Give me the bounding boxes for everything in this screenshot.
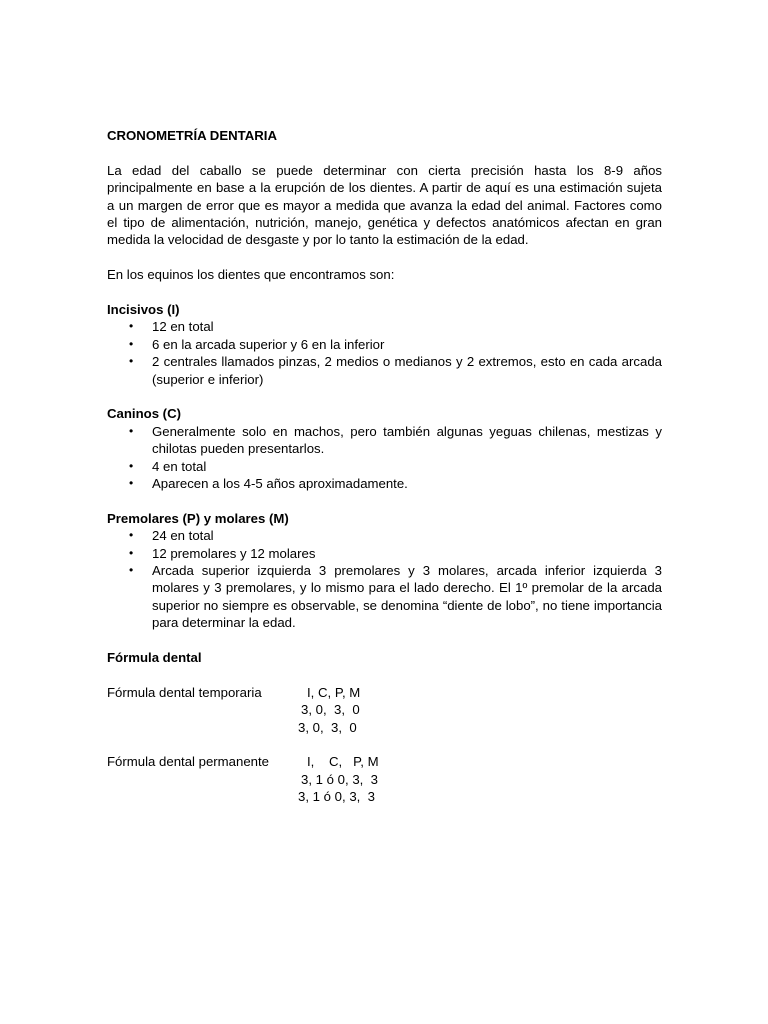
formula-permanente-lower: 3, 1 ó 0, 3, 3 <box>298 789 375 805</box>
list-item: • Aparecen a los 4-5 años aproximadamente. <box>129 476 408 492</box>
bullet-icon: • <box>129 545 134 560</box>
list-item: • 12 en total <box>129 319 214 335</box>
formula-temporaria-label: Fórmula dental temporaria <box>107 684 262 700</box>
list-item: • Arcada superior izquierda 3 premolares y 3 molares, arcada inferior izquierda 3 molares y 3 premolares, y lo mismo para el lado derecho. El 1º premolar de la arcada superior no siempre es observable, se denomina “diente de lobo”, no tiene importancia para determinar la edad. <box>129 563 662 631</box>
bullet-icon: • <box>129 528 134 543</box>
list-item: • 24 en total <box>129 528 214 544</box>
list-incisivos <box>107 318 662 388</box>
formula-temporaria <box>107 684 662 736</box>
bullet-icon: • <box>129 354 134 369</box>
bullet-icon: • <box>129 423 134 438</box>
document-title: CRONOMETRÍA DENTARIA <box>107 128 277 143</box>
formula-permanente <box>107 753 662 805</box>
section-heading-incisivos: Incisivos (I) <box>107 302 180 318</box>
lead-paragraph: En los equinos los dientes que encontramos son: <box>107 267 395 283</box>
formula-permanente-upper: 3, 1 ó 0, 3, 3 <box>301 771 378 787</box>
section-heading-caninos: Caninos (C) <box>107 406 181 422</box>
formula-permanente-label: Fórmula dental permanente <box>107 754 270 770</box>
list-item: • 2 centrales llamados pinzas, 2 medios o medianos y 2 extremos, esto en cada arcada (superior e inferior) <box>129 354 662 387</box>
list-item: • Generalmente solo en machos, pero también algunas yeguas chilenas, mestizas y chilotas pueden presentarlos. <box>129 423 662 457</box>
list-item: • 4 en total <box>129 458 207 474</box>
list-premolares-molares <box>107 527 662 631</box>
list-caninos <box>107 423 662 493</box>
bullet-icon: • <box>129 476 134 491</box>
formula-temporaria-lower: 3, 0, 3, 0 <box>298 719 357 735</box>
formula-temporaria-upper: 3, 0, 3, 0 <box>301 702 360 718</box>
formula-temporaria-header: I, C, P, M <box>307 684 361 700</box>
bullet-icon: • <box>129 319 134 334</box>
formula-permanente-header: I, C, P, M <box>307 754 379 770</box>
list-item: • 12 premolares y 12 molares <box>129 545 316 561</box>
section-heading-formula-dental: Fórmula dental <box>107 650 202 666</box>
bullet-icon: • <box>129 458 134 473</box>
bullet-icon: • <box>129 563 134 578</box>
list-item: • 6 en la arcada superior y 6 en la inferior <box>129 336 385 352</box>
document-page <box>107 127 662 806</box>
intro-paragraph: La edad del caballo se puede determinar con cierta precisión hasta los 8-9 años principalmente en base a la erupción de los dientes. A partir de aquí es una estimación sujeta a un margen de error que es mayor a medida que avanza la edad del animal. Factores como el tipo de alimentación, nutrición, manejo, genética y defectos anatómicos afectan en gran medida la velocidad de desgaste y por lo tanto la estimación de la edad. <box>107 162 662 248</box>
bullet-icon: • <box>129 336 134 351</box>
section-heading-premolares-molares: Premolares (P) y molares (M) <box>107 510 289 526</box>
